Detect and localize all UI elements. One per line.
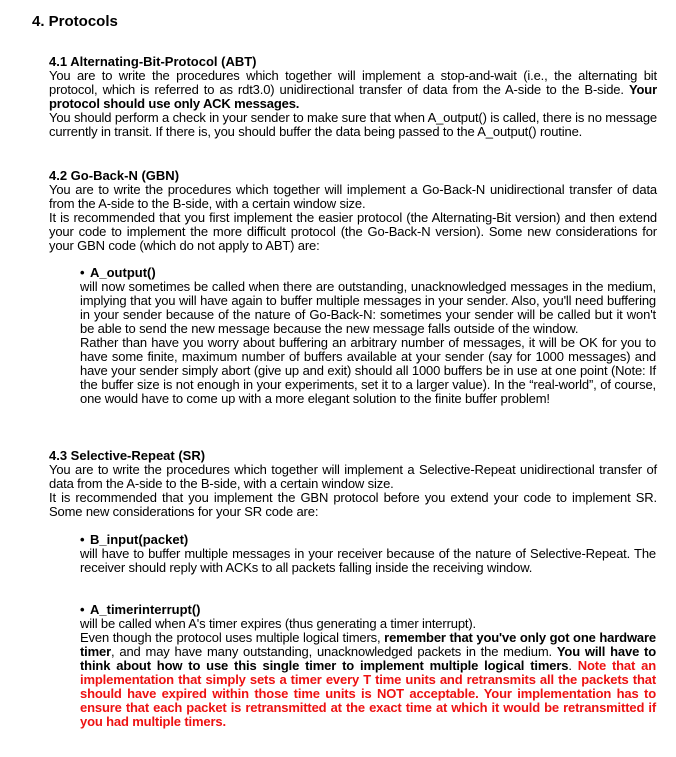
sr-item2-text-e: .	[568, 658, 578, 673]
gbn-paragraph-2: It is recommended that you first implement the easier protocol (the Alternating-Bit version) and then extend your code to implement the more difficult protocol (the Go-Back-N version). Some new considerations for your GBN code (which do not apply to ABT) are:	[49, 210, 657, 253]
gbn-item-title: A_output()	[90, 265, 156, 280]
gbn-item-paragraph-2: Rather than have you worry about buffering an arbitrary number of messages, it will be OK for you to have some finite, maximum number of buffers available at your sender (say for 1000 messages) and have your sender simply abort (give up and exit) should all 1000 buffers be in use at one point (Note: If the buffer size is not enough in your experiments, set it to a larger value). In the “real-world”, of course, one would have to come up with a more elegant solution to the finite buffer problem!	[80, 335, 656, 406]
sr-paragraph-2: It is recommended that you implement the GBN protocol before you extend your code to implement SR. Some new considerations for your SR code are:	[49, 490, 657, 519]
sr-item2-heading	[80, 602, 656, 617]
gbn-paragraph-1: You are to write the procedures which together will implement a Go-Back-N unidirectional transfer of data from the A-side to the B-side, with a certain window size.	[49, 182, 657, 211]
sr-item1-heading	[80, 532, 656, 547]
section-title: 4. Protocols	[32, 13, 118, 30]
sr-item-a-timerinterrupt	[80, 602, 656, 729]
sr-section	[49, 449, 657, 519]
gbn-heading: 4.2 Go-Back-N (GBN)	[49, 168, 180, 183]
bullet-icon: •	[80, 532, 85, 547]
sr-item2-warning: Note that an implementation that simply sets a timer every T time units and retransmits all the packets that should have expired within those time units is NOT acceptable. Your implementation has to ensure that each packet is retransmitted at the exact time at which it would be retransmitted if you had multiple timers.	[80, 658, 656, 729]
sr-item2-single-timer-note: You will have to think about how to use this single timer to implement multiple logical timers	[80, 644, 656, 673]
gbn-item-paragraph-1: will now sometimes be called when there are outstanding, unacknowledged messages in the medium, implying that you will have again to buffer multiple messages in your sender. Also, you'll need buffering in your sender because of the nature of Go-Back-N: sometimes your sender will be called but it won't be able to send the new message because the new message falls outside of the window.	[80, 279, 656, 336]
sr-heading: 4.3 Selective-Repeat (SR)	[49, 448, 206, 463]
bullet-icon: •	[80, 265, 85, 280]
sr-item2-hardware-timer-note: remember that you've only got one hardware timer	[80, 630, 656, 659]
sr-item-b-input	[80, 532, 656, 575]
sr-item2-paragraph-2	[80, 631, 656, 729]
bullet-icon: •	[80, 602, 85, 617]
sr-item2-text-c: , and may have many outstanding, unacknowledged packets in the medium.	[111, 644, 557, 659]
sr-item2-title: A_timerinterrupt()	[90, 602, 201, 617]
sr-item1-paragraph: will have to buffer multiple messages in your receiver because of the nature of Selective-Repeat. The receiver should reply with ACKs to all packets falling inside the receiving window.	[80, 546, 656, 575]
abt-heading: 4.1 Alternating-Bit-Protocol (ABT)	[49, 54, 257, 69]
gbn-section	[49, 169, 657, 253]
sr-item1-title: B_input(packet)	[90, 532, 189, 547]
sr-paragraph-1: You are to write the procedures which together will implement a Selective-Repeat unidirectional transfer of data from the A-side to the B-side, with a certain window size.	[49, 462, 657, 491]
sr-item2-text-a: Even though the protocol uses multiple logical timers,	[80, 630, 385, 645]
abt-paragraph-1-text: You are to write the procedures which together will implement a stop-and-wait (i.e., the alternating bit protocol, which is referred to as rdt3.0) unidirectional transfer of data from the A-side to the B-side.	[49, 68, 657, 97]
abt-section	[49, 55, 657, 139]
abt-paragraph-1	[49, 69, 657, 111]
abt-paragraph-2: You should perform a check in your sender to make sure that when A_output() is called, there is no message currently in transit. If there is, you should buffer the data being passed to the A_output() routine.	[49, 110, 657, 139]
abt-ack-only-note: Your protocol should use only ACK messages.	[49, 82, 657, 111]
sr-item2-paragraph-1: will be called when A's timer expires (thus generating a timer interrupt).	[80, 616, 477, 631]
gbn-item-a-output	[80, 265, 656, 406]
gbn-item-heading	[80, 265, 656, 280]
